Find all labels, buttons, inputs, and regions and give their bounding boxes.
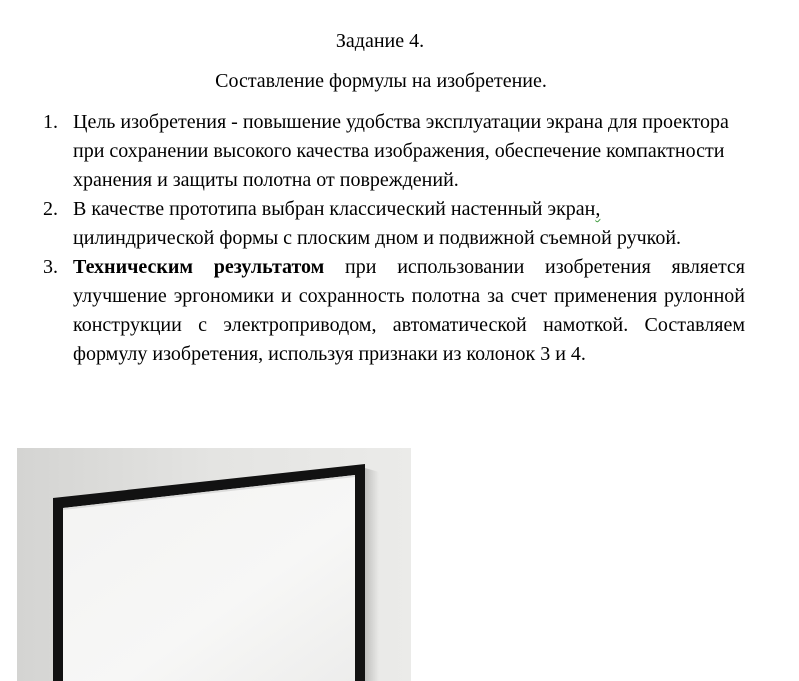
list-item-1 (0, 108, 760, 195)
bold-term: Техническим результатом (73, 256, 325, 278)
list-item-3 (0, 253, 760, 369)
list-item-text (73, 195, 745, 253)
numbered-list (0, 108, 760, 369)
spellcheck-mark: , (595, 198, 601, 220)
projection-screen-image (17, 448, 411, 681)
list-item-number: 1. (43, 111, 58, 133)
list-item-number: 2. (43, 198, 58, 220)
list-item-2 (0, 195, 760, 253)
page-subtitle: Составление формулы на изобретение. (215, 70, 547, 92)
list-item-text (73, 253, 745, 369)
text-segment: В качестве прототипа выбран классический настенный экран (73, 198, 596, 220)
projection-screen-photo (17, 448, 411, 681)
page-title: Задание 4. (335, 30, 425, 52)
list-item-number: 3. (43, 256, 58, 278)
list-item-text: Цель изобретения - повышение удобства эксплуатации экрана для проектора при сохранении высокого качества изображения, обеспечение компактности хранения и защиты полотна от повреждений. (73, 111, 729, 191)
text-segment: цилиндрической формы с плоским дном и подвижной съемной ручкой. (73, 227, 682, 249)
text-segment: при использовании изобретения является улучшение эргономики и сохранность полотна за счет применения рулонной конструкции с электроприводом, автоматической намоткой. Составляем формулу изобретения, используя признаки из колонок 3 и 4. (73, 256, 746, 365)
